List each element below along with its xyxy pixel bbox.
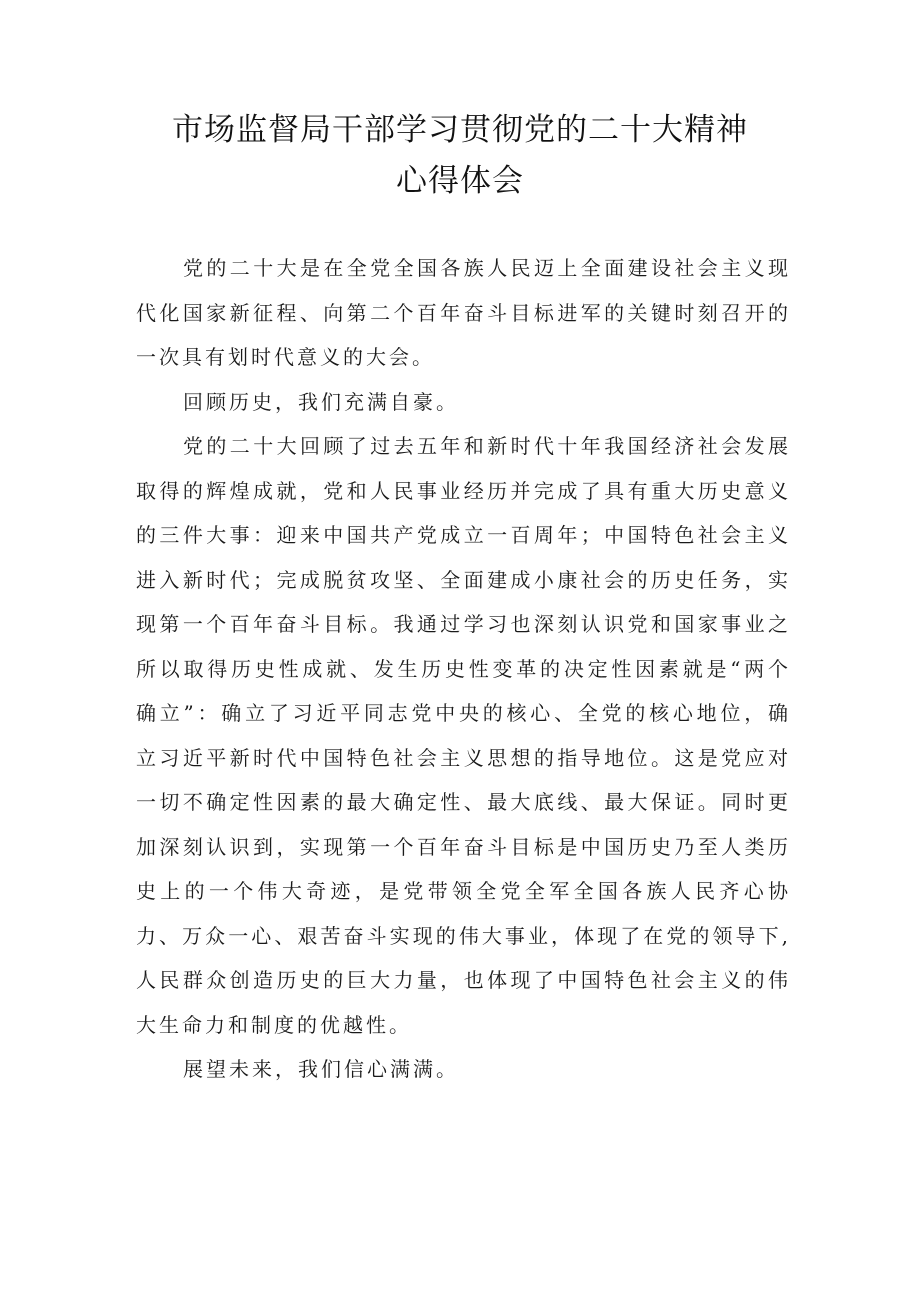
paragraph-look-ahead: 展望未来，我们信心满满。 — [183, 1057, 459, 1081]
paragraph-review-history: 回顾历史，我们充满自豪。 — [183, 389, 459, 414]
document-body — [136, 246, 791, 1092]
paragraph-intro: 党的二十大是在全党全国各族人民迈上全面建设社会主义现代化国家新征程、向第二个百年奋斗目标进军的关键时刻召开的一次具有划时代意义的大会。 — [136, 256, 791, 369]
paragraph-achievements: 党的二十大回顾了过去五年和新时代十年我国经济社会发展取得的辉煌成就，党和人民事业经历并完成了具有重大历史意义的三件大事：迎来中国共产党成立一百周年；中国特色社会主义进入新时代；完成脱贫攻坚、全面建成小康社会的历史任务，实现第一个百年奋斗目标。我通过学习也深刻认识党和国家事业之所以取得历史性成就、发生历史性变革的决定性因素就是“两个确立”：确立了习近平同志党中央的核心、全党的核心地位，确立习近平新时代中国特色社会主义思想的指导地位。这是党应对一切不确定性因素的最大确定性、最大底线、最大保证。同时更加深刻认识到，实现第一个百年奋斗目标是中国历史乃至人类历史上的一个伟大奇迹，是党带领全党全军全国各族人民齐心协力、万众一心、艰苦奋斗实现的伟大事业，体现了在党的领导下,人民群众创造历史的巨大力量，也体现了中国特色社会主义的伟大生命力和制度的优越性。 — [136, 434, 791, 1037]
document-title-line-2: 心得体会 — [396, 163, 524, 199]
document-title-line-1: 市场监督局干部学习贯彻党的二十大精神 — [172, 112, 748, 148]
